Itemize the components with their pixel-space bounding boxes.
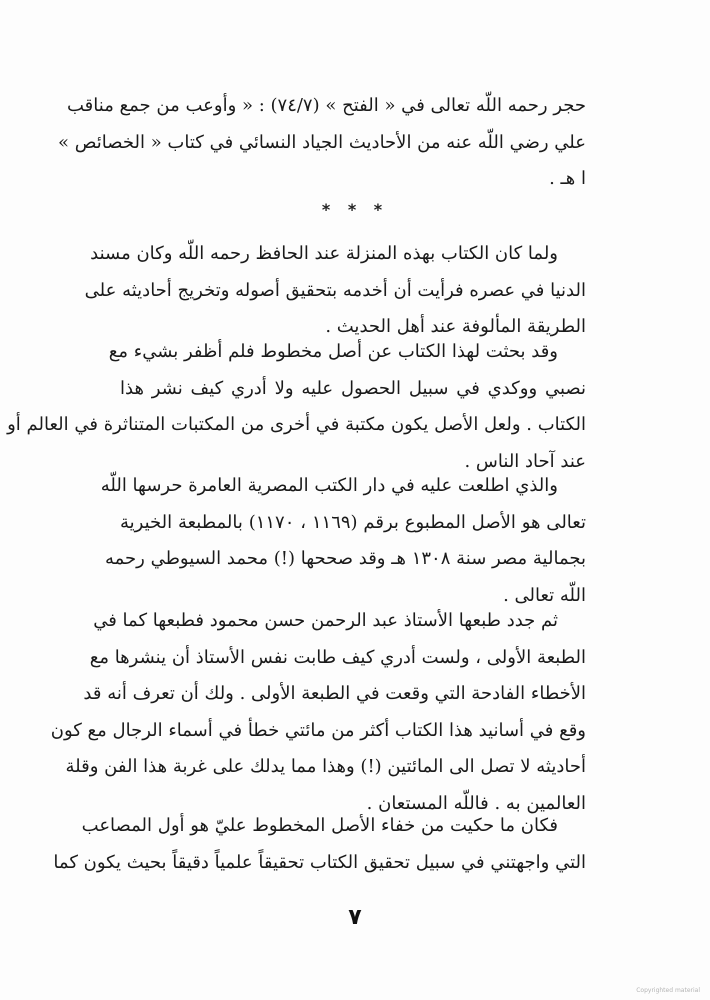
quote-block (57, 88, 586, 198)
paragraph-4 (50, 603, 586, 822)
paragraph-line: اللّه تعالى . (503, 584, 586, 606)
copyright-watermark: Copyrighted material (636, 987, 700, 994)
paragraph-line: الأخطاء الفادحة التي وقعت في الطبعة الأولى . ولك أن تعرف أنه قد (83, 683, 586, 704)
paragraph-line: فكان ما حكيت من خفاء الأصل المخطوط عليّ هو أول المصاعب (81, 815, 558, 836)
quote-line: حجر رحمه اللّه تعالى في « الفتح » (٧٤/٧) : « وأوعب من جمع مناقب (67, 95, 586, 116)
paragraph-line: الدنيا في عصره فرأيت أن أخدمه بتحقيق أصوله وتخريج أحاديثه على (84, 279, 586, 301)
paragraph-line: الطريقة المألوفة عند أهل الحديث . (325, 316, 586, 337)
paragraph-line: العالمين به . فاللّه المستعان . (366, 792, 586, 814)
paragraph-line: تعالى هو الأصل المطبوع برقم (١١٦٩ ، ١١٧٠) بالمطبعة الخيرية (120, 511, 586, 533)
paragraph-5 (53, 808, 586, 881)
paragraph-line: نصبي ووكدي في سبيل الحصول عليه ولا أدري كيف نشر هذا (120, 377, 586, 399)
quote-line: علي رضي اللّه عنه من الأحاديث الجياد النسائي في كتاب « الخصائص » (57, 131, 586, 153)
paragraph-3 (100, 468, 586, 614)
paragraph-line: والذي اطلعت عليه في دار الكتب المصرية العامرة حرسها اللّه (100, 475, 558, 496)
paragraph-2 (7, 334, 586, 480)
section-separator: * * * (321, 200, 389, 219)
paragraph-line: التي واجهتني في سبيل تحقيق الكتاب تحقيقاً علمياً دقيقاً بحيث يكون كما (53, 851, 586, 873)
page-number: ٧ (348, 905, 362, 930)
paragraph-line: ثم جدد طبعها الأستاذ عبد الرحمن حسن محمود فطبعها كما في (93, 610, 558, 631)
paragraph-line: وقد بحثت لهذا الكتاب عن أصل مخطوط فلم أظفر بشيء مع (108, 341, 558, 362)
paragraph-line: عند آحاد الناس . (464, 450, 586, 472)
paragraph-line: أحاديثه لا تصل الى المائتين (!) وهذا مما يدلك على غربة هذا الفن وقلة (65, 756, 586, 777)
paragraph-line: الطبعة الأولى ، ولست أدري كيف طابت نفس الأستاذ أن ينشرها مع (89, 646, 586, 668)
paragraph-1 (84, 236, 586, 346)
paragraph-line: الكتاب . ولعل الأصل يكون مكتبة في أخرى من المكتبات المتناثرة في العالم أو (7, 414, 586, 435)
paragraph-line: ولما كان الكتاب بهذه المنزلة عند الحافظ رحمه اللّه وكان مسند (90, 243, 558, 264)
paragraph-line: وقع في أسانيد هذا الكتاب أكثر من مائتي خطأ في أسماء الرجال مع كون (50, 719, 586, 741)
quote-line: ا هـ . (549, 168, 586, 189)
paragraph-line: بجمالية مصر سنة ١٣٠٨ هـ وقد صححها (!) محمد السيوطي رحمه (104, 548, 586, 569)
